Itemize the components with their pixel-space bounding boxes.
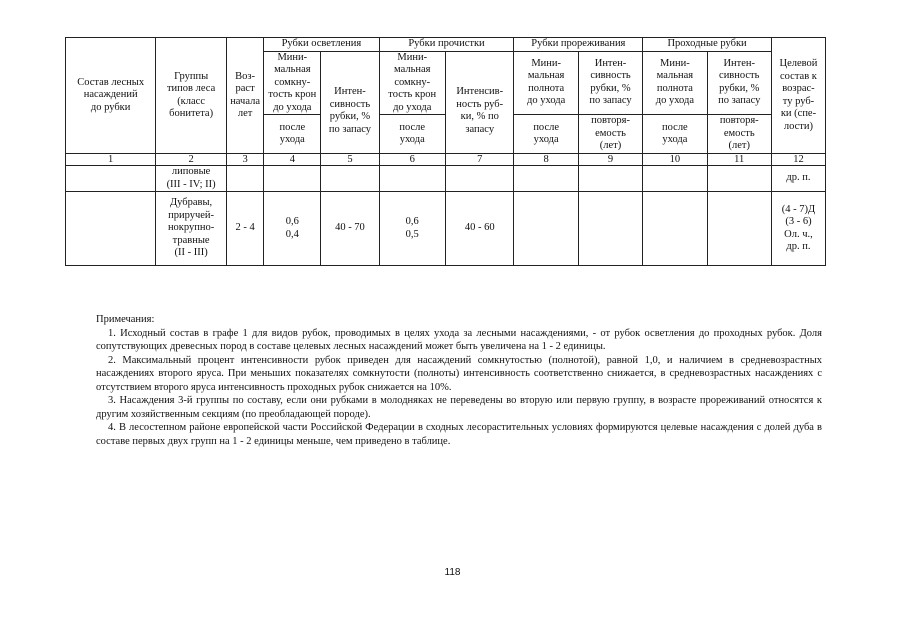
cell-line: нокрупно-	[167, 222, 215, 234]
cell-line: по запасу	[718, 95, 761, 107]
cell-line: Интен-	[594, 57, 627, 69]
header-celevoy	[771, 38, 825, 154]
group-header-prorezhivaniya: Рубки прореживания	[514, 38, 643, 52]
cell-line: ность руб-	[456, 98, 504, 110]
cell-celevoy	[771, 192, 825, 266]
cell-line: полнота	[528, 82, 565, 94]
cell-line: Группы	[174, 70, 209, 82]
cell-line: сивность	[329, 98, 371, 110]
header-vozrast	[226, 38, 263, 154]
cell-line: мальная	[394, 64, 431, 75]
cell-line: ки (спе-	[780, 108, 817, 119]
cell-line: Ол. ч.,	[784, 228, 813, 240]
cell-line: после	[662, 121, 688, 133]
cell-line: емость	[723, 127, 755, 139]
header-prh-posle	[643, 115, 707, 154]
column-number: 7	[445, 154, 514, 166]
header-row-groups	[66, 38, 826, 52]
cell-line: ухода	[399, 134, 425, 145]
cell-line: рубки, %	[590, 82, 631, 94]
cell-line: липовые	[171, 166, 211, 177]
cell-line: ухода	[279, 134, 305, 145]
table-row	[66, 166, 826, 192]
header-prr-povtor	[578, 115, 642, 154]
cell-line: 0,4	[285, 228, 299, 240]
cell-line: до ухода	[527, 95, 566, 107]
cell-line: раст	[235, 83, 255, 94]
cell-line: Мини-	[660, 57, 690, 69]
column-number: 8	[514, 154, 578, 166]
column-number: 9	[578, 154, 642, 166]
cell-line: тость крон	[268, 89, 317, 100]
cell-line: мальная	[527, 70, 565, 82]
cell-line: до ухода	[655, 95, 695, 107]
cell-vozrast	[226, 166, 263, 192]
cell-line: полнота	[656, 82, 693, 94]
cell-line: 0,6	[405, 216, 419, 227]
cell-pro-min	[379, 192, 445, 266]
cell-line: сивность	[719, 70, 760, 82]
cell-line: по запасу	[328, 123, 372, 135]
cell-line: состав к	[780, 70, 817, 82]
cell-sostav	[66, 192, 156, 266]
cell-sostav	[66, 166, 156, 192]
cell-line: ки, % по	[460, 111, 499, 123]
cell-prr-int	[578, 192, 642, 266]
cell-line: сомкну-	[394, 76, 431, 88]
column-number: 2	[156, 154, 227, 166]
cell-line: 0,5	[405, 228, 419, 240]
cell-line: сивность	[590, 70, 631, 82]
cell-line: до ухода	[273, 101, 312, 113]
cell-line: Интен-	[334, 86, 366, 98]
cell-line: до рубки	[90, 101, 131, 113]
cell-prh-min	[643, 192, 707, 266]
column-number: 1	[66, 154, 156, 166]
cell-line: Мини-	[397, 51, 428, 63]
column-number: 11	[707, 154, 771, 166]
cell-osv-int: 40 - 70	[321, 192, 379, 266]
cell-pro-int	[445, 166, 514, 192]
cell-line: лости)	[783, 120, 814, 132]
cell-line: ухода	[533, 134, 559, 145]
cell-line: мальная	[274, 64, 311, 75]
note-item: 4. В лесостепном районе европейской части Российской Федерации в сходных лесорастительных условиях формируются целевые насаждения с долей дуба в составе первых двух групп на 1 - 2 единицы меньше, чем приведено в таблице.	[96, 422, 822, 447]
cell-osv-min	[264, 166, 321, 192]
note-item: 1. Исходный состав в графе 1 для видов рубок, проводимых в целях ухода за лесными насаждениями, - от рубок осветления до проходных рубок. Доля сопутствующих древесных пород в составе целевых лесных насаждений может быть увеличена на 1 - 2 единицы.	[96, 327, 822, 352]
cell-gruppy	[156, 166, 227, 192]
notes-section	[96, 313, 822, 448]
header-pro-int	[445, 51, 514, 154]
cell-line: возрас-	[782, 83, 815, 94]
header-prr-min	[514, 51, 578, 115]
cell-line: рубки, %	[719, 82, 760, 94]
cell-osv-int	[321, 166, 379, 192]
cell-line: до ухода	[393, 101, 432, 113]
cell-prr-int	[578, 166, 642, 192]
cell-pro-int: 40 - 60	[445, 192, 514, 266]
cell-line: др. п.	[786, 241, 811, 252]
cell-line: повторя-	[591, 115, 630, 127]
cell-line: Состав лесных	[77, 76, 145, 88]
cell-line: после	[279, 121, 306, 133]
header-pro-posle	[379, 115, 445, 154]
header-prr-posle	[514, 115, 578, 154]
cell-prh-min	[643, 166, 707, 192]
cell-line: Воз-	[235, 70, 256, 82]
cell-osv-min	[264, 192, 321, 266]
header-sostav	[66, 38, 156, 154]
cell-line: приручей-	[168, 209, 215, 221]
cell-line: 0,6	[285, 216, 299, 227]
cell-celevoy	[771, 166, 825, 192]
cell-line: Интен-	[723, 57, 756, 69]
column-number: 12	[771, 154, 825, 166]
cell-line: (лет)	[599, 140, 622, 152]
cell-line: бонитета)	[169, 108, 214, 119]
note-item: 3. Насаждения 3-й группы по составу, если они рубками в молодняках не переведены во вторую или первую группу, в возрасте прореживаний относятся к другим хозяйственным секциям (по преобладающей породе).	[96, 395, 822, 420]
table-row	[66, 192, 826, 266]
cell-line: типов леса	[166, 83, 216, 94]
cell-line: ту руб-	[782, 95, 815, 107]
column-number: 6	[379, 154, 445, 166]
note-item: 2. Максимальный процент интенсивности рубок приведен для насаждений сомкнутостью (полнотой), равной 1,0, и наличием в средневозрастных насаждениях второго яруса. При меньших показателях сомкнутости (полноты) интенсивность соответственно снижается, в средневозрастных насаждениях с отсутствием второго яруса интенсивность проходных рубок снижается на 10%.	[96, 354, 822, 393]
header-osv-min	[264, 51, 321, 115]
cell-pro-min	[379, 166, 445, 192]
cell-line: сомкну-	[274, 76, 311, 88]
cell-line: (III - IV; II)	[166, 178, 216, 190]
column-number: 5	[321, 154, 379, 166]
cell-line: тость крон	[388, 89, 437, 100]
header-prh-min	[643, 51, 707, 115]
header-gruppy	[156, 38, 227, 154]
cell-line: (лет)	[728, 140, 750, 152]
header-osv-posle	[264, 115, 321, 154]
cell-line: (3 - 6)	[785, 216, 812, 227]
cell-line: Целевой	[779, 58, 818, 69]
cell-line: лет	[237, 108, 253, 119]
cell-line: после	[399, 121, 426, 133]
group-header-prohodnye: Проходные рубки	[643, 38, 772, 52]
cell-line: (II - III)	[174, 247, 208, 259]
cell-line: Мини-	[277, 51, 308, 63]
cell-line: запасу	[465, 123, 495, 135]
forest-care-table	[65, 37, 826, 266]
cell-line: Мини-	[531, 57, 562, 69]
cell-line: травные	[172, 234, 210, 246]
column-number-row	[66, 154, 826, 166]
cell-line: Интенсив-	[456, 86, 504, 98]
cell-line: ухода	[662, 134, 688, 145]
cell-prr-min	[514, 192, 578, 266]
cell-line: др. п.	[786, 172, 811, 184]
column-number: 4	[264, 154, 321, 166]
cell-gruppy	[156, 192, 227, 266]
cell-prh-int	[707, 166, 771, 192]
header-prh-povtor	[707, 115, 771, 154]
notes-title: Примечания:	[96, 314, 155, 325]
cell-line: (класс	[177, 95, 206, 107]
cell-line: после	[533, 121, 560, 133]
cell-line: повторя-	[719, 115, 759, 127]
cell-prr-min	[514, 166, 578, 192]
cell-line: рубки, %	[329, 111, 371, 123]
cell-line: мальная	[656, 70, 694, 82]
group-header-osvetleniya: Рубки осветления	[264, 38, 379, 52]
cell-line: (4 - 7)Д	[781, 203, 816, 215]
page-number: 118	[444, 567, 461, 578]
header-pro-min	[379, 51, 445, 115]
header-prh-int	[707, 51, 771, 115]
cell-line: емость	[595, 127, 626, 139]
cell-line: насаждений	[83, 89, 138, 101]
header-prr-int	[578, 51, 642, 115]
cell-line: по запасу	[589, 95, 632, 107]
cell-line: Дубравы,	[170, 197, 213, 209]
column-number: 3	[226, 154, 263, 166]
header-osv-int	[321, 51, 379, 154]
cell-vozrast: 2 - 4	[226, 192, 263, 266]
cell-line: начала	[230, 95, 260, 107]
cell-prh-int	[707, 192, 771, 266]
group-header-prochistki: Рубки прочистки	[379, 38, 514, 52]
column-number: 10	[643, 154, 707, 166]
